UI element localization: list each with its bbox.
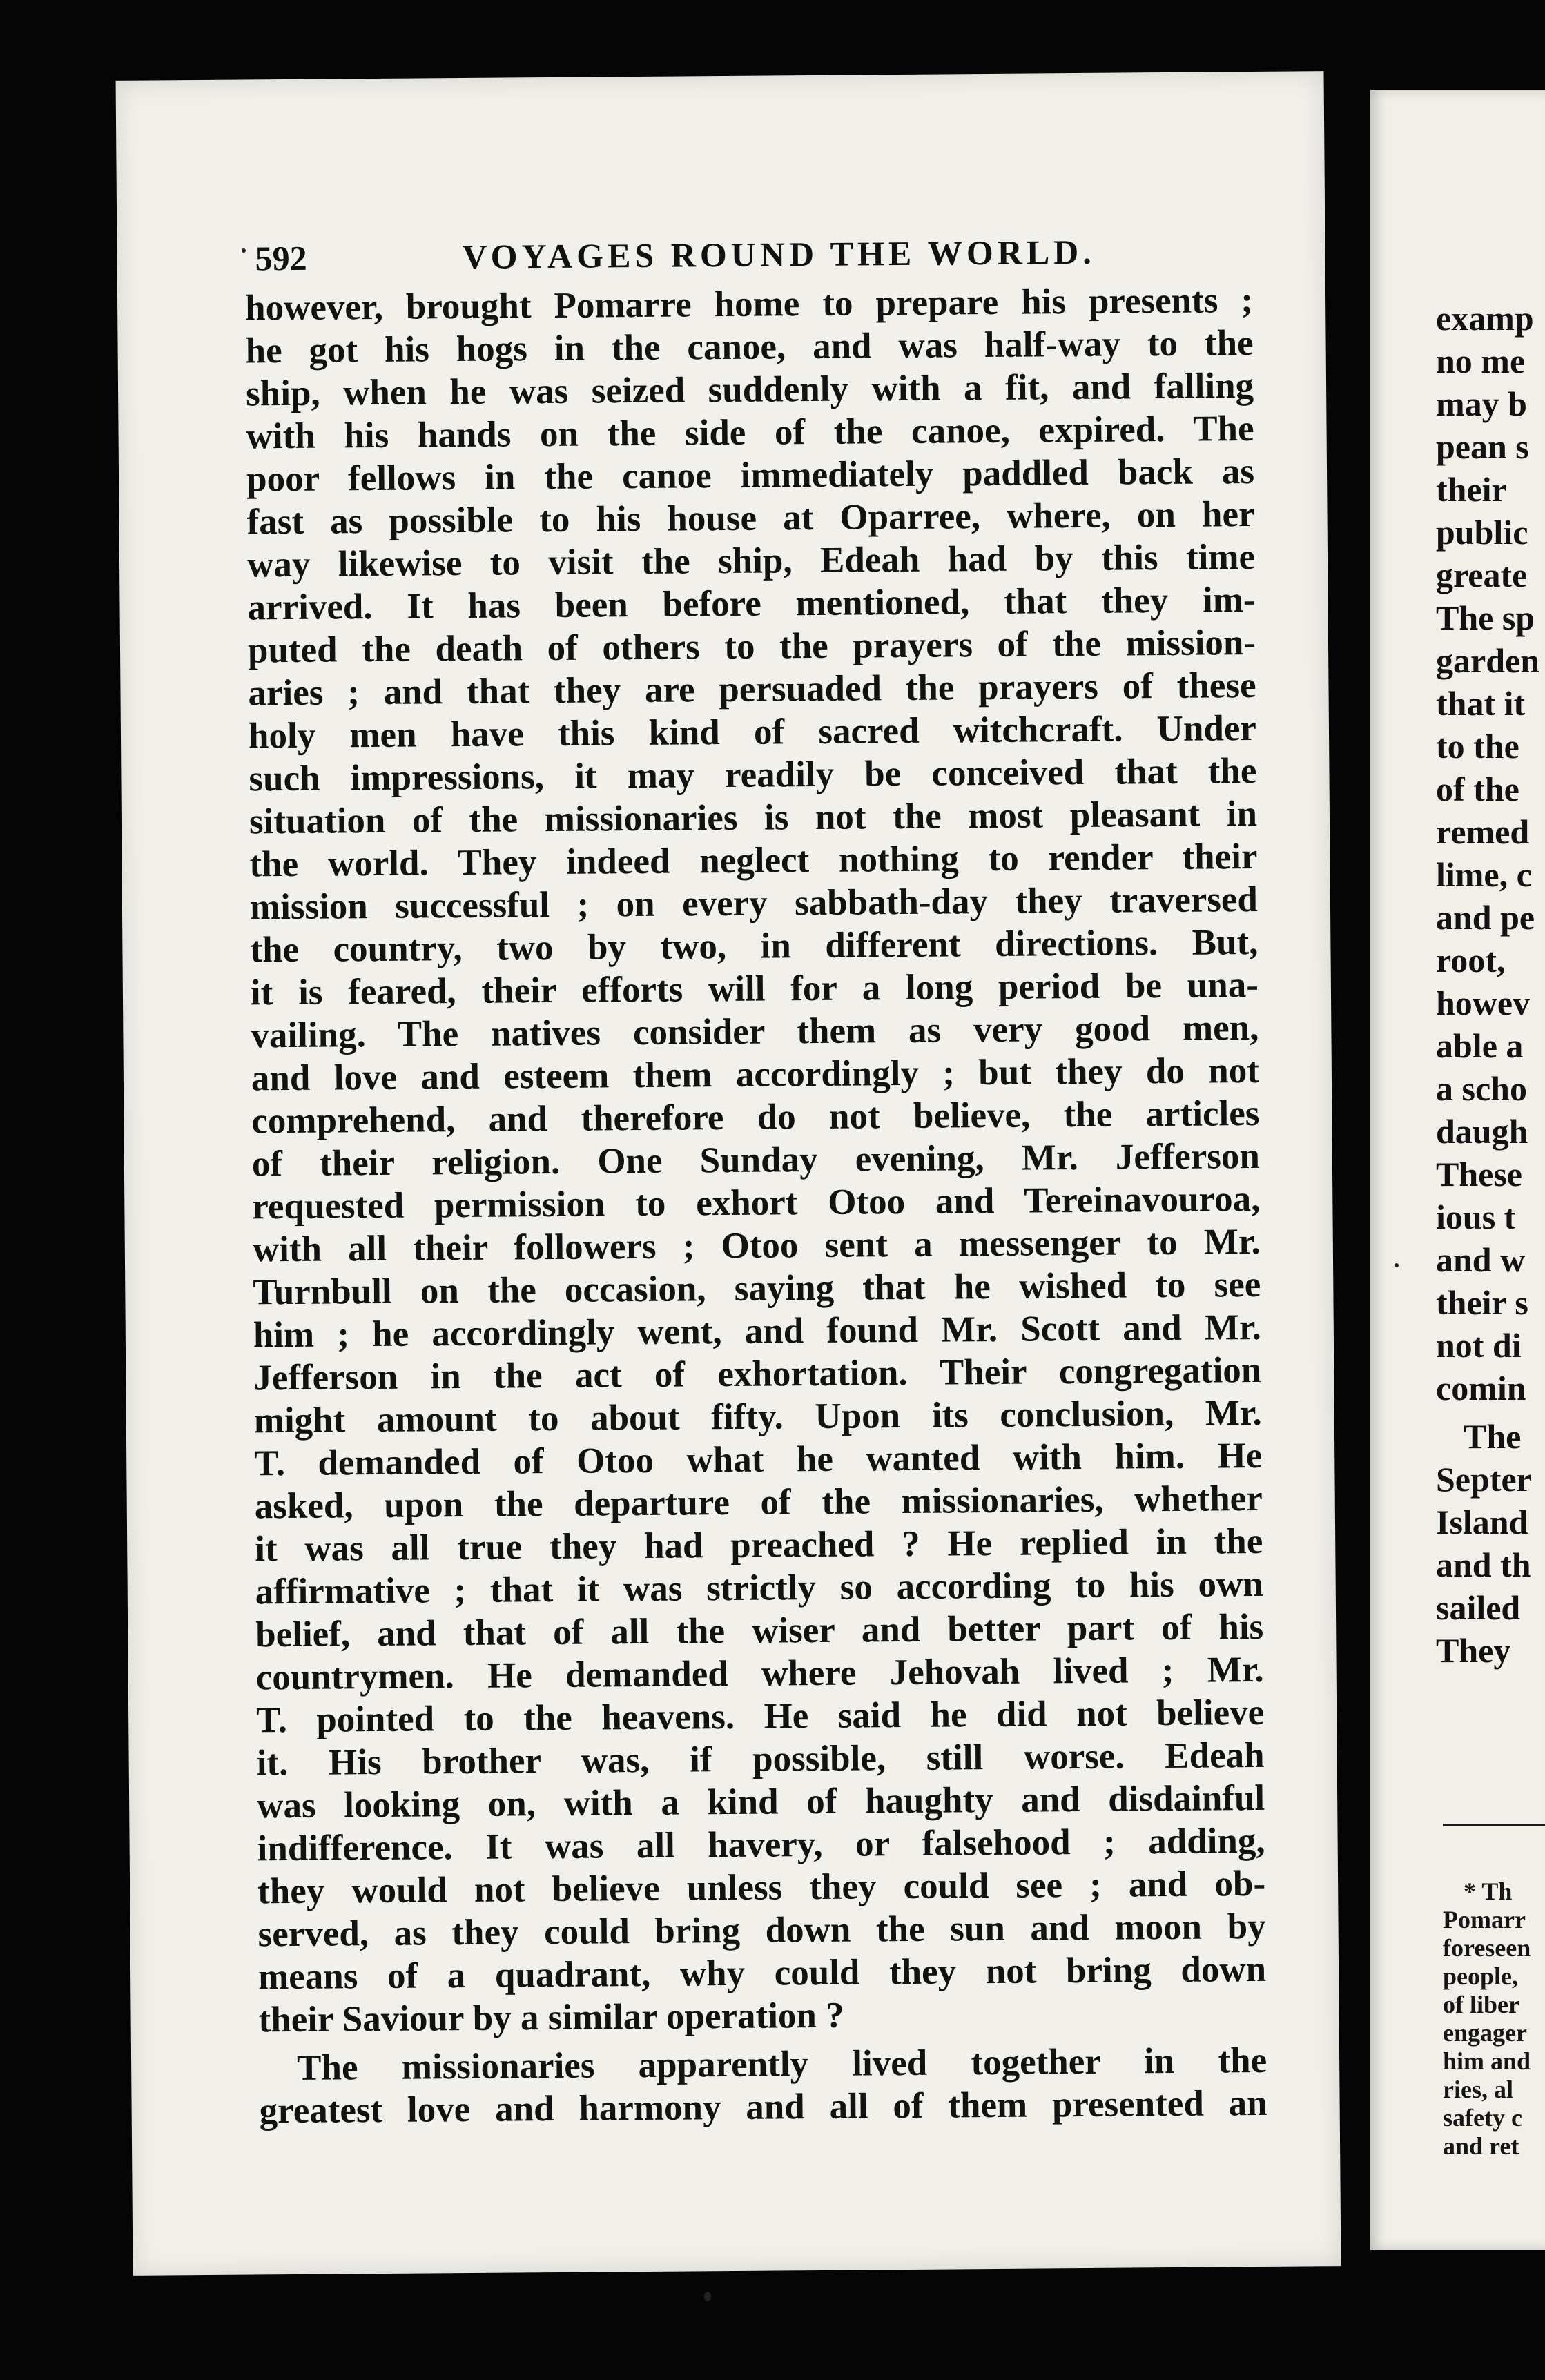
text-line: T. pointed to the heavens. He said he did not believe: [255, 1692, 1265, 1741]
fragment-line: greate: [1436, 556, 1528, 594]
text-line: he got his hogs in the canoe, and was half-way to the: [245, 322, 1254, 371]
footnote-line: safety c: [1443, 2104, 1522, 2132]
text-line: with all their followers ; Otoo sent a messenger to Mr.: [252, 1221, 1261, 1270]
fragment-line: a scho: [1436, 1069, 1527, 1108]
text-line: such impressions, it may readily be conceived that the: [249, 750, 1257, 799]
footnote-line: engager: [1443, 2019, 1527, 2047]
fragment-line: daugh: [1436, 1112, 1528, 1151]
footnote-line: foreseen: [1443, 1934, 1531, 1962]
text-line: holy men have this kind of sacred witchcraft. Under: [248, 708, 1257, 757]
text-line: of their religion. One Sunday evening, Mr. Jefferson: [251, 1135, 1261, 1184]
text-line: him ; he accordingly went, and found Mr. Scott and Mr.: [253, 1307, 1262, 1356]
text-line: requested permission to exhort Otoo and Tereinavouroa,: [252, 1178, 1261, 1227]
fragment-line: ious t: [1436, 1198, 1516, 1236]
fragment-line: not di: [1436, 1326, 1522, 1365]
text-line: vailing. The natives consider them as very good men,: [251, 1007, 1259, 1056]
footnote-line: people,: [1443, 1962, 1519, 1990]
text-line: indifference. It was all havery, or falsehood ; adding,: [257, 1820, 1265, 1869]
fragment-line: They: [1436, 1631, 1511, 1670]
footnote-line: Pomarr: [1443, 1906, 1526, 1933]
fragment-line: and th: [1436, 1545, 1531, 1584]
scan-speck: [1395, 1263, 1399, 1267]
footnote: [1443, 1877, 1545, 2160]
fragment-line: public: [1436, 513, 1528, 552]
fragment-line: root,: [1436, 941, 1506, 979]
footnote-line: him and: [1443, 2047, 1531, 2075]
text-line: asked, upon the departure of the missionaries, whether: [254, 1478, 1263, 1527]
text-line: way likewise to visit the ship, Edeah had by this time: [246, 536, 1256, 585]
fragment-line: may b: [1436, 384, 1527, 423]
fragment-line: remed: [1436, 812, 1530, 851]
text-line: belief, and that of all the wiser and better part of his: [255, 1606, 1264, 1655]
fragment-line: that it: [1436, 684, 1526, 723]
text-line: they would not believe unless they could see ; and ob-: [257, 1863, 1266, 1912]
fragment-line: their s: [1436, 1283, 1528, 1322]
footnote-line: of liber: [1443, 1991, 1519, 2018]
text-line: it was all true they had preached ? He replied in the: [255, 1521, 1263, 1570]
text-line: countrymen. He demanded where Jehovah lived ; Mr.: [255, 1649, 1264, 1698]
footnote-rule: [1443, 1824, 1545, 1826]
text-line: means of a quadrant, why could they not bring down: [258, 1949, 1267, 1998]
footnote-line: and ret: [1443, 2132, 1519, 2160]
fragment-line: and w: [1436, 1240, 1526, 1279]
text-line: Turnbull on the occasion, saying that he wished to see: [253, 1264, 1261, 1313]
text-line: their Saviour by a similar operation ?: [258, 1995, 844, 2040]
text-line: situation of the missionaries is not the most pleasant in: [249, 793, 1258, 842]
text-line: comprehend, and therefore do not believe, the articles: [251, 1093, 1260, 1142]
footnote-line: * Th: [1464, 1877, 1513, 1905]
fragment-line: Island: [1436, 1503, 1528, 1541]
text-line: mission successful ; on every sabbath-day they traversed: [249, 879, 1259, 928]
fragment-line: Septer: [1436, 1460, 1532, 1499]
text-line: Jefferson in the act of exhortation. Their congregation: [253, 1349, 1262, 1398]
fragment-line: examp: [1436, 299, 1534, 338]
text-line: puted the death of others to the prayers of the mission-: [247, 622, 1256, 671]
text-line: might amount to about fifty. Upon its conclusion, Mr.: [253, 1392, 1262, 1441]
text-line: affirmative ; that it was strictly so according to his own: [255, 1563, 1263, 1612]
right-page-text: [1436, 297, 1545, 1672]
text-line: T. demanded of Otoo what he wanted with him. He: [254, 1435, 1263, 1484]
fragment-line: lime, c: [1436, 855, 1532, 894]
left-page: [116, 71, 1341, 2276]
text-line: with his hands on the side of the canoe, expired. The: [246, 408, 1254, 457]
text-line: and love and esteem them accordingly ; but they do not: [251, 1050, 1260, 1099]
fragment-line: their: [1436, 470, 1507, 509]
text-line: however, brought Pomarre home to prepare his presents ;: [244, 280, 1254, 329]
fragment-line: pean s: [1436, 427, 1529, 466]
fragment-line: of the: [1436, 770, 1519, 808]
fragment-line: The: [1464, 1417, 1522, 1456]
running-head: [255, 231, 1235, 278]
fragment-line: garden: [1436, 641, 1539, 680]
fragment-line: howev: [1436, 984, 1531, 1022]
paragraph-line: greatest love and harmony and all of them presented an: [259, 2082, 1267, 2132]
text-line: fast as possible to his house at Oparree, where, on her: [246, 494, 1255, 543]
fragment-line: and pe: [1436, 898, 1535, 937]
body-text: [245, 279, 1267, 2132]
page-number: 592: [255, 238, 307, 278]
text-line: served, as they could bring down the sun and moon by: [258, 1906, 1266, 1955]
text-line: poor fellows in the canoe immediately paddled back as: [246, 451, 1255, 500]
text-line: ship, when he was seized suddenly with a fit, and falling: [245, 365, 1254, 414]
fragment-line: These: [1436, 1155, 1522, 1193]
running-title: VOYAGES ROUND THE WORLD.: [462, 232, 1096, 276]
fragment-line: no me: [1436, 342, 1526, 380]
fragment-line: to the: [1436, 727, 1519, 765]
scan-speck: [242, 248, 246, 253]
text-line: aries ; and that they are persuaded the prayers of these: [248, 665, 1256, 714]
text-line: it. His brother was, if possible, still worse. Edeah: [256, 1735, 1265, 1784]
scan-speck: [704, 2292, 711, 2301]
footnote-line: ries, al: [1443, 2076, 1513, 2103]
fragment-line: The sp: [1436, 598, 1535, 637]
fragment-line: comin: [1436, 1369, 1526, 1407]
paragraph-line: The missionaries apparently lived together in the: [296, 2040, 1267, 2088]
right-page-edge: [1370, 90, 1545, 2250]
text-line: it is feared, their efforts will for a long period be una-: [250, 964, 1259, 1013]
fragment-line: sailed: [1436, 1588, 1521, 1627]
text-line: the world. They indeed neglect nothing to render their: [249, 836, 1258, 885]
text-line: was looking on, with a kind of haughty and disdainful: [256, 1777, 1265, 1826]
text-line: the country, two by two, in different directions. But,: [250, 921, 1259, 970]
text-line: arrived. It has been before mentioned, that they im-: [247, 579, 1256, 628]
fragment-line: able a: [1436, 1026, 1524, 1065]
